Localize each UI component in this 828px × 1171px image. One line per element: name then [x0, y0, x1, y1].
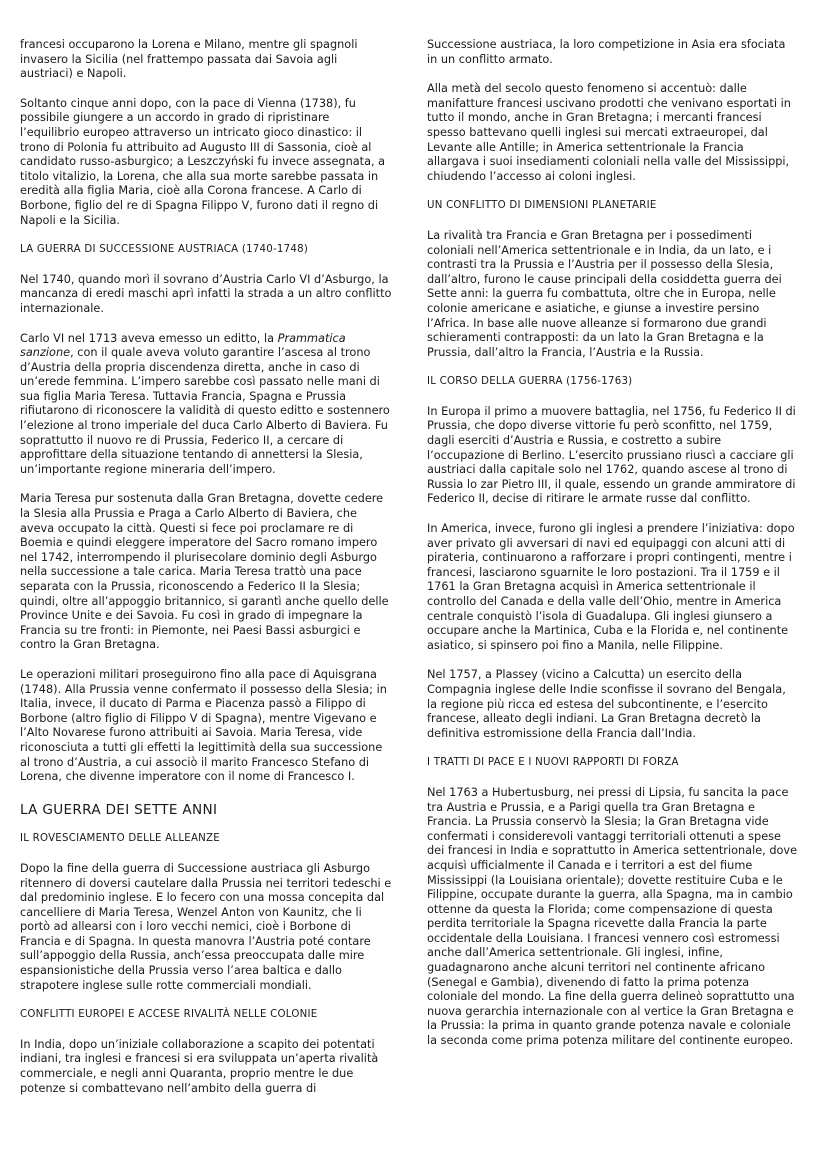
- section-heading: UN CONFLITTO DI DIMENSIONI PLANETARIE: [427, 200, 657, 212]
- paragraph: Nel 1763 a Hubertusburg, nei pressi di Lipsia, fu sancita la pace tra Austria e Prussia, e a Parigi quella tra Gran Bretagna e Francia. La Prussia conservò la Slesia; la Gran Bretagna vide confermati i considerevoli vantaggi territoriali ottenuti a spese dei francesi in India e soprattutto in America settentrionale, dove acquisì ufficialmente il Canada e i territori a est del fiume Mississippi (la Louisiana orientale); dovette restituire Cuba e le Filippine, occupate durante la guerra, alla Spagna, ma in cambio ottenne da questa la Florida; come compensazione di questa perdita territoriale la Spagna ricevette dalla Francia la parte occidentale della Louisiana. I francesi vennero così estromessi anche dall’America settentrionale. Gli inglesi, infine, guadagnarono anche alcuni territori nel continente africano (Senegal e Gambia), divenendo di fatto la prima potenza coloniale del mondo. La fine della guerra delineò soprattutto una nuova gerarchia internazionale con al vertice la Gran Bretagna e la Prussia: la prima in quanto grande potenza navale e coloniale la seconda come prima potenza militare del continente europeo.: [427, 785, 798, 1048]
- paragraph: La rivalità tra Francia e Gran Bretagna per i possedimenti coloniali nell’America settentrionale e in India, da un lato, e i contrasti tra la Prussia e l’Austria per il possesso della Slesia, dall’altro, furono le cause principali della cosiddetta guerra dei Sette anni: la guerra fu combattuta, oltre che in Europa, nelle colonie americane e asiatiche, e giunse a investire persino l’Africa. In base alle nuove alleanze si formarono due grandi schieramenti contrapposti: da un lato la Gran Bretagna e la Prussia, dall’altro la Francia, l’Austria e la Russia.: [427, 228, 782, 359]
- paragraph: Nel 1740, quando morì il sovrano d’Austria Carlo VI d’Asburgo, la mancanza di eredi maschi aprì infatti la strada a un altro conflitto internazionale.: [20, 272, 392, 315]
- paragraph: Soltanto cinque anni dopo, con la pace di Vienna (1738), fu possibile giungere a un accordo in grado di ripristinare l’equilibrio europeo attraverso un intricato gioco dinastico: il trono di Polonia fu attribuito ad Augusto III di Sassonia, cioè al candidato russo-asburgico; a Leszczyński fu invece assegnata, a titolo vitalizio, la Lorena, che alla sua morte sarebbe passata in eredità alla figlia Maria, cioè alla Corona francese. A Carlo di Borbone, figlio del re di Spagna Filippo V, furono dati il regno di Napoli e la Sicilia.: [20, 96, 386, 227]
- section-heading: IL ROVESCIAMENTO DELLE ALLEANZE: [20, 833, 220, 845]
- paragraph: [20, 332, 392, 478]
- paragraph: Alla metà del secolo questo fenomeno si accentuò: dalle manifatture francesi uscivano prodotti che venivano esportati in tutto il mondo, anche in Gran Bretagna; i mercanti francesi spesso battevano quelli inglesi sui mercati extraeuropei, dal Levante alle Antille; in America settentrionale la Francia allargava i suoi insediamenti coloniali nella valle del Mississippi, chiudendo l’accesso ai coloni inglesi.: [427, 82, 791, 183]
- chapter-heading: LA GUERRA DEI SETTE ANNI: [20, 801, 218, 818]
- paragraph: Le operazioni militari proseguirono fino alla pace di Aquisgrana (1748). Alla Prussia venne confermato il possesso della Slesia; in Italia, invece, il ducato di Parma e Piacenza passò a Filippo di Borbone (altro figlio di Filippo V di Spagna), mentre Vigevano e l’Alto Novarese furono attribuiti ai Savoia. Maria Teresa, vide riconosciuta a tutti gli effetti la legittimità della sua successione al trono d’Austria, a cui associò il marito Francesco Stefano di Lorena, che divenne imperatore con il nome di Francesco I.: [20, 667, 387, 784]
- section-heading: LA GUERRA DI SUCCESSIONE AUSTRIACA (1740-1748): [20, 244, 309, 256]
- paragraph: In America, invece, furono gli inglesi a prendere l’iniziativa: dopo aver privato gli avversari di navi ed equipaggi con alcuni atti di pirateria, continuarono a rafforzare i propri contingenti, mentre i francesi, lasciarono sguarnite le loro postazioni. Tra il 1759 e il 1761 la Gran Bretagna acquisì in America settentrionale il controllo del Canada e della valle dell’Ohio, mentre in America centrale conquistò l’isola di Guadalupa. Gli inglesi giunsero a occupare anche la Martinica, Cuba e la Florida e, nel continente asiatico, si spinsero poi fino a Manila, nelle Filippine.: [427, 522, 795, 652]
- paragraph-rest: , con il quale aveva voluto garantire l’ascesa al trono d’Austria della propria discendenza diretta, anche in caso di un’erede femmina. L’impero sarebbe così passato nelle mani di sua figlia Maria Teresa. Tuttavia Francia, Spagna e Prussia rifiutarono di riconoscere la validità di questo editto e sostennero l’elezione al trono imperiale del duca Carlo Alberto di Baviera. Fu soprattutto il nuovo re di Prussia, Federico II, a cercare di approfittare della situazione tentando di annettersi la Slesia, un’importante regione mineraria dell’impero.: [20, 346, 390, 476]
- paragraph: In India, dopo un’iniziale collaborazione a scapito dei potentati indiani, tra inglesi e francesi si era sviluppata un’aperta rivalità commerciale, e negli anni Quaranta, proprio mentre le due potenze si combattevano nell’ambito della guerra di: [20, 1037, 379, 1095]
- left-column: [20, 38, 392, 1111]
- right-column: [427, 38, 799, 1064]
- paragraph-intro: Carlo VI nel 1713 aveva emesso un editto, la: [20, 331, 278, 345]
- section-heading: I TRATTI DI PACE E I NUOVI RAPPORTI DI FORZA: [427, 757, 679, 769]
- section-heading: CONFLITTI EUROPEI E ACCESE RIVALITÀ NELLE COLONIE: [20, 1009, 318, 1021]
- section-heading: IL CORSO DELLA GUERRA (1756-1763): [427, 376, 633, 388]
- paragraph: Maria Teresa pur sostenuta dalla Gran Bretagna, dovette cedere la Slesia alla Prussia e Praga a Carlo Alberto di Baviera, che aveva occupato la città. Questi si fece poi proclamare re di Boemia e quindi eleggere imperatore del Sacro romano impero nel 1742, interrompendo il plurisecolare dominio degli Asburgo nella successione a tale carica. Maria Teresa trattò una pace separata con la Prussia, riconoscendo a Federico II la Slesia; quindi, oltre all’appoggio britannico, si garantì anche quello delle Province Unite e dei Savoia. Fu così in grado di impegnare la Francia su tre fronti: in Piemonte, nei Paesi Bassi asburgici e contro la Gran Bretagna.: [20, 492, 389, 652]
- paragraph: Nel 1757, a Plassey (vicino a Calcutta) un esercito della Compagnia inglese delle Indie sconfisse il sovrano del Bengala, la regione più ricca ed estesa del subcontinente, e l’esercito francese, alleato degli indiani. La Gran Bretagna decretò la definitiva estromissione della Francia dall’India.: [427, 668, 786, 740]
- paragraph: In Europa il primo a muovere battaglia, nel 1756, fu Federico II di Prussia, che dopo diverse vittorie fu però sconfitto, nel 1759, dagli eserciti d’Austria e Russia, e costretto a subire l’occupazione di Berlino. L’esercito prussiano riuscì a cacciare gli austriaci dalla capitale solo nel 1762, quando ascese al trono di Russia lo zar Pietro III, il quale, essendo un grande ammiratore di Federico II, decise di ritirare le armate russe dal conflitto.: [427, 404, 796, 506]
- paragraph: Successione austriaca, la loro competizione in Asia era sfociata in un conflitto armato.: [427, 38, 786, 66]
- paragraph: francesi occuparono la Lorena e Milano, mentre gli spagnoli invasero la Sicilia (nel frattempo passata dai Savoia agli austriaci) e Napoli.: [20, 38, 358, 81]
- paragraph: Dopo la fine della guerra di Successione austriaca gli Asburgo ritennero di doversi cautelare dalla Prussia nei territori tedeschi e dal predominio inglese. E lo fecero con una mossa concepita dal cancelliere di Maria Teresa, Wenzel Anton von Kaunitz, che li portò ad allearsi con i loro vecchi nemici, cioè i Borbone di Francia e di Spagna. In questa manovra l’Austria poté contare sull’appoggio della Russia, anch’essa preoccupata dalle mire espansionistiche della Prussia verso l’area baltica e dallo strapotere inglese sulle rotte commerciali mondiali.: [20, 861, 392, 992]
- emphasis-prammatica-sanzione: Prammatica sanzione: [20, 331, 346, 360]
